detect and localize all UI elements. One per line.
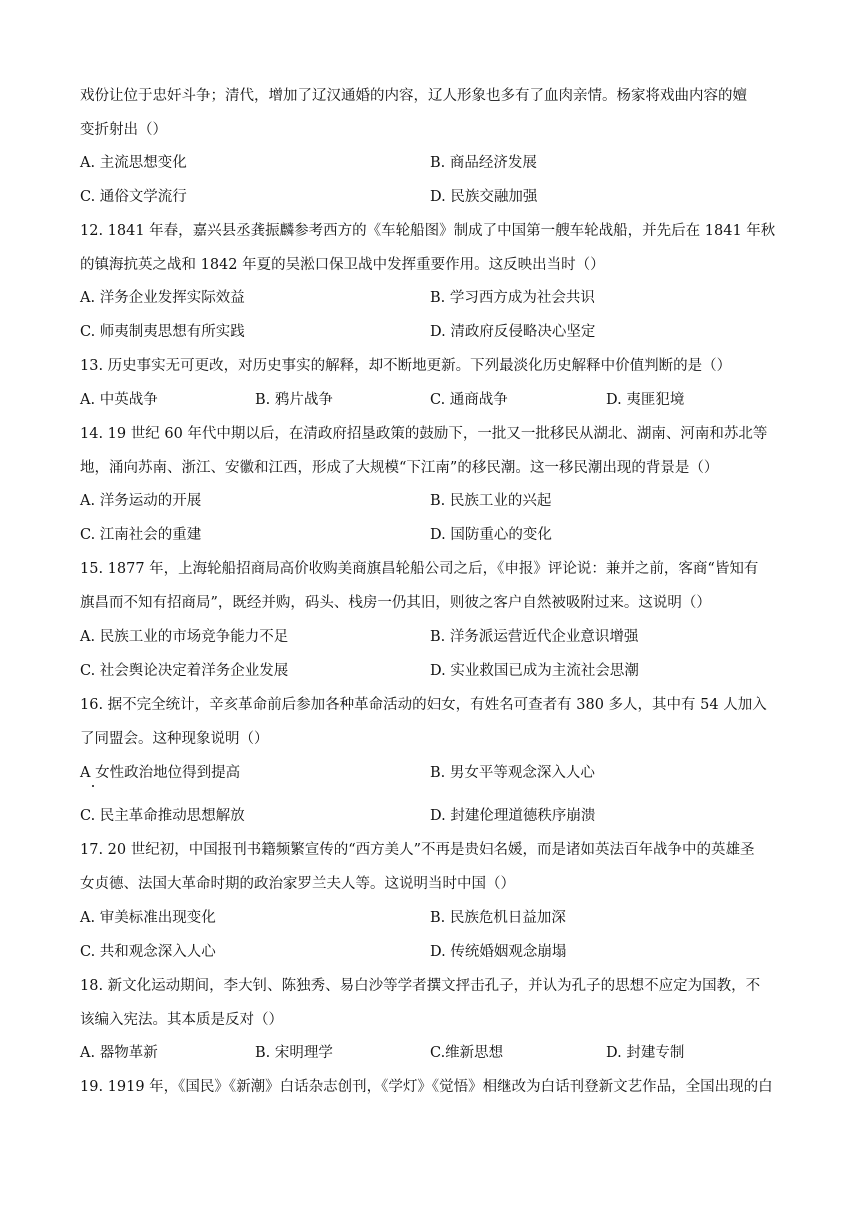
q16-option-a: A 女性政治地位得到提高 [80,765,241,781]
q15-option-c: C. 社会舆论决定着洋务企业发展 [80,663,289,679]
q17-option-c: C. 共和观念深入人心 [80,944,216,960]
q12-option-b: B. 学习西方成为社会共识 [430,290,595,306]
q13-option-d: D. 夷匪犯境 [606,392,685,408]
q11-option-a: A. 主流思想变化 [80,155,187,171]
q11-option-b: B. 商品经济发展 [430,155,537,171]
q13-option-c: C. 通商战争 [430,392,508,408]
q14-stem-line-1: 14. 19 世纪 60 年代中期以后，在清政府招垦政策的鼓励下，一批又一批移民从湖北、湖南、河南和苏北等 [80,426,768,442]
q17-stem-line-2: 女贞德、法国大革命时期的政治家罗兰夫人等。这说明当时中国（） [80,876,515,892]
q11-option-c: C. 通俗文学流行 [80,189,187,205]
q17-option-d: D. 传统婚姻观念崩塌 [430,944,567,960]
q16-stem-line-2: 了同盟会。这种现象说明（） [80,731,269,747]
q14-stem-line-2: 地，涌向苏南、浙江、安徽和江西，形成了大规模“下江南”的移民潮。这一移民潮出现的背景是（） [80,460,719,476]
scan-speck-mark [92,785,94,787]
q17-stem-line-1: 17. 20 世纪初，中国报刊书籍频繁宣传的“西方美人”不再是贵妇名媛，而是诸如英法百年战争中的英雄圣 [80,842,755,858]
q14-option-c: C. 江南社会的重建 [80,527,202,543]
q17-option-a: A. 审美标准出现变化 [80,910,216,926]
q11-option-d: D. 民族交融加强 [430,189,538,205]
q18-option-b: B. 宋明理学 [255,1045,333,1061]
q14-option-b: B. 民族工业的兴起 [430,493,552,509]
q11-stem-line-2: 变折射出（） [80,122,167,138]
q14-option-a: A. 洋务运动的开展 [80,493,202,509]
q16-option-b: B. 男女平等观念深入人心 [430,765,595,781]
q15-stem-line-2: 旗昌而不知有招商局”，既经并购，码头、栈房一仍其旧，则彼之客户自然被吸附过来。这说明（） [80,595,711,611]
q12-stem-line-2: 的镇海抗英之战和 1842 年夏的吴淞口保卫战中发挥重要作用。这反映出当时（） [80,257,605,273]
q16-option-d: D. 封建伦理道德秩序崩溃 [430,808,596,824]
q19-stem-line-1: 19. 1919 年，《国民》《新潮》白话杂志创刊，《学灯》《觉悟》相继改为白话刊登新文艺作品，全国出现的白 [80,1079,773,1095]
q16-stem-line-1: 16. 据不完全统计，辛亥革命前后参加各种革命活动的妇女，有姓名可查者有 380 多人，其中有 54 人加入 [80,697,767,713]
q12-option-d: D. 清政府反侵略决心坚定 [430,324,596,340]
q15-option-d: D. 实业救国已成为主流社会思潮 [430,663,639,679]
q14-option-d: D. 国防重心的变化 [430,527,552,543]
q13-option-a: A. 中英战争 [80,392,158,408]
q11-stem-line-1: 戏份让位于忠奸斗争；清代，增加了辽汉通婚的内容，辽人形象也多有了血肉亲情。杨家将戏曲内容的嬗 [80,88,747,104]
q18-stem-line-2: 该编入宪法。其本质是反对（） [80,1012,283,1028]
q12-option-c: C. 师夷制夷思想有所实践 [80,324,245,340]
q18-stem-line-1: 18. 新文化运动期间，李大钊、陈独秀、易白沙等学者撰文抨击孔子，并认为孔子的思想不应定为国教，不 [80,978,761,994]
q13-option-b: B. 鸦片战争 [255,392,333,408]
q12-option-a: A. 洋务企业发挥实际效益 [80,290,245,306]
q12-stem-line-1: 12. 1841 年春，嘉兴县丞龚振麟参考西方的《车轮船图》制成了中国第一艘车轮战船，并先后在 1841 年秋 [80,223,776,239]
q13-stem-line-1: 13. 历史事实无可更改，对历史事实的解释，却不断地更新。下列最淡化历史解释中价值判断的是（） [80,358,732,374]
q15-option-a: A. 民族工业的市场竞争能力不足 [80,629,289,645]
q15-option-b: B. 洋务派运营近代企业意识增强 [430,629,639,645]
q15-stem-line-1: 15. 1877 年，上海轮船招商局高价收购美商旗昌轮船公司之后，《申报》评论说：兼并之前，客商“皆知有 [80,561,759,577]
q18-option-c: C.维新思想 [430,1045,504,1061]
q18-option-d: D. 封建专制 [606,1045,685,1061]
q16-option-c: C. 民主革命推动思想解放 [80,808,245,824]
q17-option-b: B. 民族危机日益加深 [430,910,566,926]
q18-option-a: A. 器物革新 [80,1045,158,1061]
